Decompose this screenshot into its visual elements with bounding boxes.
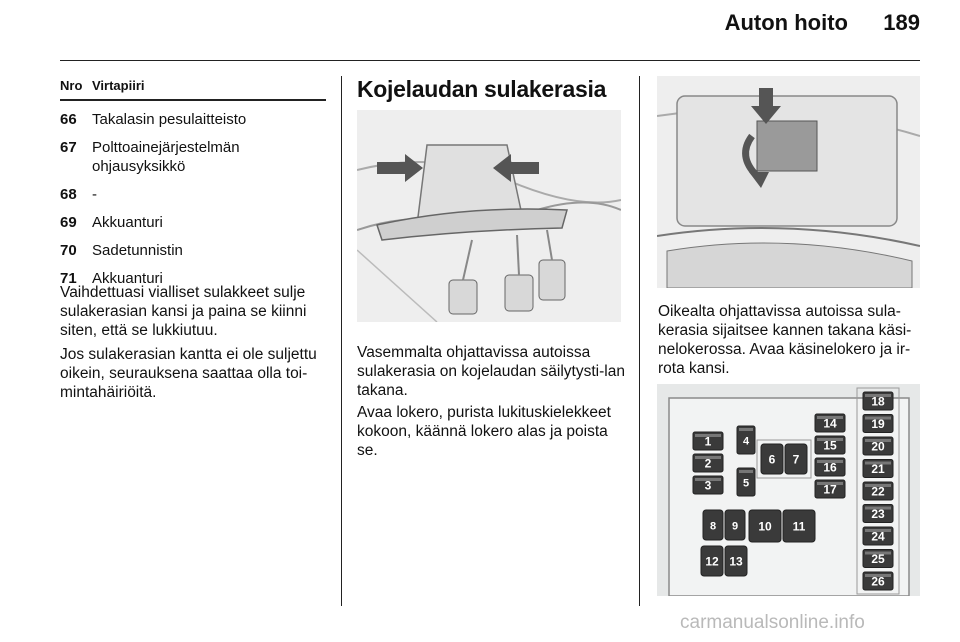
dashboard-fusebox-illustration bbox=[357, 110, 621, 322]
table-row bbox=[60, 138, 326, 176]
circuit-name: Polttoainejärjestelmän ohjausyksikkö bbox=[92, 139, 240, 175]
paragraph-lhd-location: Vasemmalta ohjattavissa autoissa sulakerasia on kojelaudan säilytysti-lan takana. bbox=[357, 344, 625, 399]
fuse-3 bbox=[693, 476, 723, 494]
circuit-name: Sadetunnistin bbox=[92, 242, 183, 259]
fuse-label: 4 bbox=[742, 435, 750, 448]
fuse-label: 22 bbox=[871, 484, 885, 499]
running-header-title: Auton hoito bbox=[724, 10, 848, 35]
fuse-16 bbox=[815, 458, 845, 476]
fuse-label: 12 bbox=[705, 554, 719, 569]
table-row bbox=[60, 185, 326, 204]
header-circuit: Virtapiiri bbox=[92, 78, 145, 93]
paragraph-open-compartment: Avaa lokero, purista lukituskielekkeet kokoon, käännä lokero alas ja poista se. bbox=[357, 404, 611, 459]
circuit-name: - bbox=[92, 186, 97, 203]
fuse-number: 70 bbox=[60, 242, 77, 259]
fuse-label: 3 bbox=[704, 478, 712, 493]
fuse-15 bbox=[815, 436, 845, 454]
fuse-circuit-table bbox=[60, 78, 326, 288]
glovebox-cover-illustration bbox=[657, 76, 920, 288]
fuse-9 bbox=[725, 510, 745, 540]
fuse-2 bbox=[693, 454, 723, 472]
fuse-label: 18 bbox=[871, 394, 885, 409]
fuse-label: 16 bbox=[823, 460, 837, 475]
fuse-11 bbox=[783, 510, 815, 542]
circuit-name: Akkuanturi bbox=[92, 270, 163, 287]
circuit-name: Akkuanturi bbox=[92, 214, 163, 231]
table-header bbox=[60, 78, 326, 101]
fuse-label: 24 bbox=[871, 529, 885, 544]
fuse-label: 20 bbox=[871, 439, 885, 454]
fuse-number: 66 bbox=[60, 111, 77, 128]
fuse-13 bbox=[725, 546, 747, 576]
table-row bbox=[60, 110, 326, 129]
fuse-18 bbox=[863, 392, 893, 410]
column-divider-2 bbox=[639, 76, 640, 606]
fuse-label: 19 bbox=[871, 417, 885, 431]
fuse-label: 5 bbox=[742, 477, 750, 490]
fuse-label: 17 bbox=[823, 482, 837, 497]
fuse-14 bbox=[815, 414, 845, 432]
fuse-22 bbox=[863, 482, 893, 500]
fuse-label: 6 bbox=[768, 452, 776, 467]
page-number: 189 bbox=[883, 10, 920, 35]
fuse-25 bbox=[863, 550, 893, 568]
fuse-24 bbox=[863, 527, 893, 545]
fuse-4 bbox=[737, 426, 755, 454]
fuse-label: 15 bbox=[823, 438, 837, 453]
fuse-label: 10 bbox=[758, 519, 772, 534]
fuse-19 bbox=[863, 415, 893, 433]
fuse-label: 14 bbox=[823, 416, 837, 431]
fuse-7 bbox=[785, 444, 807, 474]
fuse-label: 23 bbox=[871, 507, 885, 521]
fuse-21 bbox=[863, 460, 893, 478]
fuse-label: 26 bbox=[871, 574, 885, 589]
header-rule bbox=[60, 60, 920, 61]
fuse-label: 8 bbox=[709, 520, 717, 533]
header-number: Nro bbox=[60, 78, 83, 93]
fuse-12 bbox=[701, 546, 723, 576]
table-row bbox=[60, 213, 326, 232]
fuse-10 bbox=[749, 510, 781, 542]
section-title: Kojelaudan sulakerasia bbox=[357, 76, 607, 102]
fuse-26 bbox=[863, 572, 893, 590]
fuse-1 bbox=[693, 432, 723, 450]
fuse-label: 25 bbox=[871, 552, 885, 566]
fuse-label: 1 bbox=[704, 434, 712, 449]
table-row bbox=[60, 241, 326, 260]
fuse-20 bbox=[863, 437, 893, 455]
paragraph-malfunction-warning: Jos sulakerasian kantta ei ole suljettu oikein, seurauksena saattaa olla toi-mintahäiriöitä. bbox=[60, 346, 317, 401]
fuse-label: 7 bbox=[792, 452, 800, 467]
fuse-label: 9 bbox=[731, 520, 739, 533]
fuse-23 bbox=[863, 505, 893, 523]
circuit-name: Takalasin pesulaitteisto bbox=[92, 111, 247, 128]
fuse-8 bbox=[703, 510, 723, 540]
fuse-layout-diagram bbox=[657, 384, 920, 596]
column-divider-1 bbox=[341, 76, 342, 606]
fuse-label: 2 bbox=[704, 456, 712, 471]
paragraph-rhd-location: Oikealta ohjattavissa autoissa sula-kerasia sijaitsee kannen takana käsi-nelokerossa. Avaa käsinelokero ja ir-rota kansi. bbox=[658, 303, 912, 377]
fuse-6 bbox=[761, 444, 783, 474]
fuse-number: 67 bbox=[60, 139, 77, 156]
paragraph-close-cover: Vaihdettuasi vialliset sulakkeet sulje sulakerasian kansi ja paina se kiinni siten, että se lukkiutuu. bbox=[60, 284, 307, 339]
fuse-number: 69 bbox=[60, 214, 77, 231]
fuse-label: 13 bbox=[729, 554, 743, 569]
fuse-label: 21 bbox=[871, 462, 885, 476]
fuse-number: 68 bbox=[60, 186, 77, 203]
watermark: carmanualsonline.info bbox=[680, 612, 865, 633]
fuse-number: 71 bbox=[60, 270, 77, 287]
fuse-label: 11 bbox=[792, 519, 806, 534]
fuse-17 bbox=[815, 480, 845, 498]
fuse-5 bbox=[737, 468, 755, 496]
